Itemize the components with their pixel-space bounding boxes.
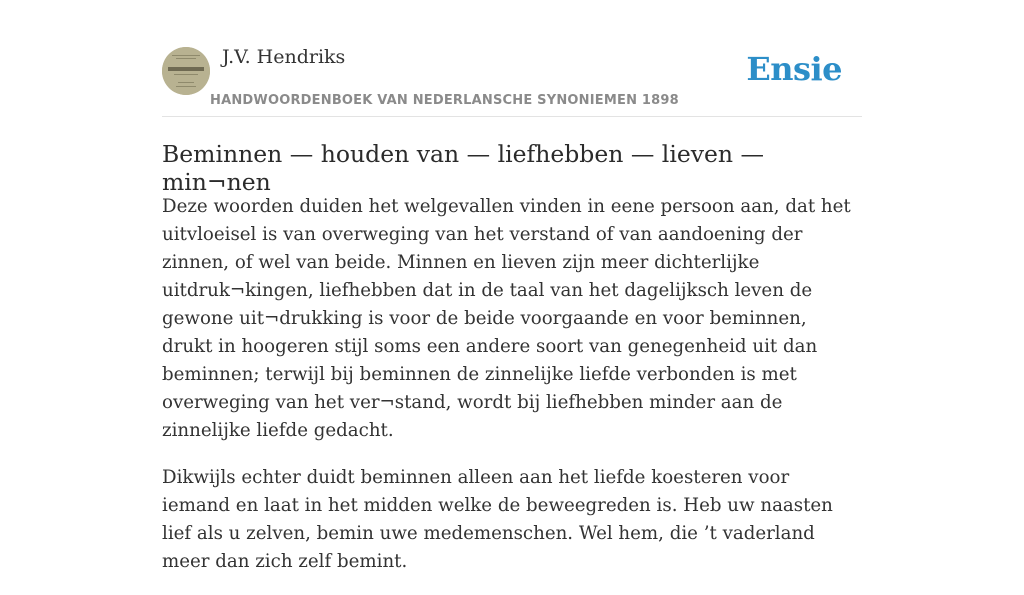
author-avatar[interactable] bbox=[162, 47, 210, 95]
site-header bbox=[162, 0, 862, 117]
book-cover-image bbox=[162, 47, 210, 95]
ensie-logo[interactable]: Ensie bbox=[746, 50, 842, 88]
entry-paragraph: Dikwijls echter duidt beminnen alleen aan het liefde koesteren voor iemand en laat in het midden welke de beweegreden is. Heb uw naasten lief als u zelven, bemin uwe medemenschen. Wel hem, die ’t vaderland meer dan zich zelf bemint. bbox=[162, 467, 833, 572]
entry-content bbox=[162, 193, 862, 595]
entry-paragraph: Deze woorden duiden het welgevallen vinden in eene persoon aan, dat het uitvloeisel is van overweging van het verstand of van aandoening der zinnen, of wel van beide. Minnen en lieven zijn meer dichterlijke uitdruk¬kingen, liefhebben dat in de taal van het dagelijksch leven de gewone uit¬drukking is voor de beide voorgaande en voor beminnen, drukt in hoogeren stijl soms een andere soort van genegenheid uit dan beminnen; terwijl bij beminnen de zinnelijke liefde verbonden is met overweging van het ver¬stand, wordt bij liefhebben minder aan de zinnelijke liefde gedacht. bbox=[162, 196, 851, 441]
entry-title: Beminnen — houden van — liefhebben — lieven — min¬nen bbox=[162, 140, 765, 196]
author-name[interactable]: J.V. Hendriks bbox=[222, 46, 346, 68]
source-title[interactable]: HANDWOORDENBOEK VAN NEDERLANSCHE SYNONIEMEN 1898 bbox=[210, 93, 679, 108]
